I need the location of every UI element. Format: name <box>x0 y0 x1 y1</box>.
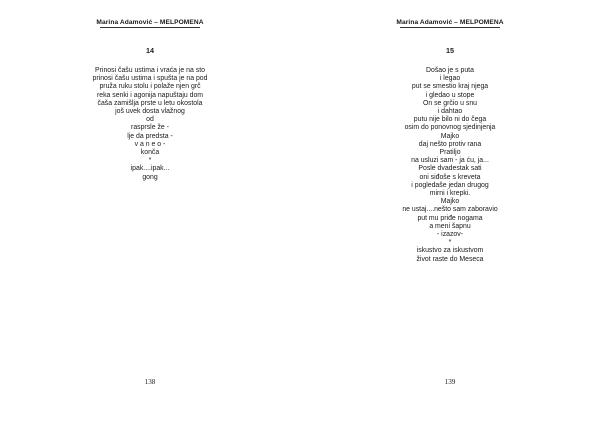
poem-line: od <box>146 116 154 124</box>
poem-line: čaša zamišlja prste u letu okostola <box>97 99 203 107</box>
poem-line: ne ustaj....nešto sam zaboravio <box>402 206 498 214</box>
poem-line: mirni i krepki. <box>429 190 471 198</box>
header-underline <box>400 27 500 28</box>
poem-line: reka senki i agonija napuštaju dom <box>96 91 204 99</box>
poem-line: Majko <box>440 132 460 140</box>
poem-number: 14 <box>146 46 154 55</box>
poem-line: iskustvo za iskustvom <box>416 247 484 255</box>
poem-body <box>0 67 300 182</box>
poem-line: On se grčio u snu <box>422 99 477 107</box>
poem-line: gong <box>142 173 158 181</box>
poem-line: još uvek dosta vlažnog <box>115 108 185 116</box>
poem-line: - izazov- <box>436 231 464 239</box>
poem-line: put se smestio kraj njega <box>411 83 489 91</box>
poem-line: i gledao u stope <box>425 91 475 99</box>
header-underline <box>100 27 200 28</box>
poem-line: putu nije bilo ni do čega <box>413 116 487 124</box>
poem-line: prinosi čašu ustima i spušta je na pod <box>92 75 208 83</box>
poem-line: daj nešto protiv rana <box>418 140 482 148</box>
poem-line: osim do ponovnog sjedinjenja <box>404 124 496 132</box>
poem-number: 15 <box>446 46 454 55</box>
running-header-text: Marina Adamović – MELPOMENA <box>396 19 504 26</box>
poem-line: Majko <box>440 198 460 206</box>
poem-line: oni siđoše s kreveta <box>419 173 481 181</box>
running-header-text: Marina Adamović – MELPOMENA <box>96 19 204 26</box>
poem-body <box>300 67 600 264</box>
page-number: 138 <box>144 378 156 386</box>
poem-line: Pratiljo <box>439 149 461 157</box>
poem-line: i legao <box>439 75 461 83</box>
poem-line: Posle dvadestak sati <box>418 165 482 173</box>
poem-line: i pogledaše jedan drugog <box>411 181 489 189</box>
poem-line: život raste do Meseca <box>416 255 484 263</box>
poem-line: a meni šapnu <box>429 222 471 230</box>
poem-line: Došao je s puta <box>426 67 474 74</box>
running-header <box>0 19 300 28</box>
poem-line: rasprsle že - <box>131 124 169 132</box>
right-page <box>300 0 600 425</box>
poem-line: lje da predsta - <box>127 132 173 140</box>
page-number: 139 <box>444 378 456 386</box>
poem-line: na usluzi sam - ja ću, ja... <box>411 157 489 165</box>
poem-line: ipak....ipak... <box>130 165 170 173</box>
poem-line: pruža ruku stolu i polaže njen grč <box>99 83 201 91</box>
poem-line: put mu priđe nogama <box>417 214 483 222</box>
poem-line: i dahtao <box>437 108 463 116</box>
poem-line: v a n e o - <box>134 140 166 148</box>
poem-line: * <box>448 239 452 247</box>
poem-line: * <box>148 157 152 165</box>
running-header <box>300 19 600 28</box>
poem-line: konča <box>140 149 160 157</box>
poem-line: Prinosi čašu ustima i vraća je na sto <box>95 67 205 74</box>
